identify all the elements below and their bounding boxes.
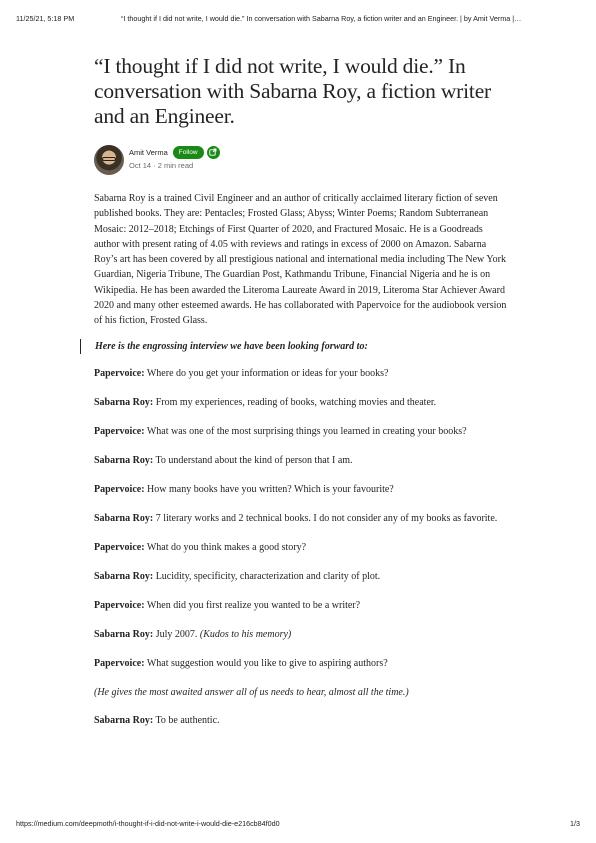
- print-footer: [16, 819, 580, 828]
- qa-paragraph: [94, 656, 508, 671]
- follow-button[interactable]: Follow: [173, 146, 204, 159]
- qa-speaker: Sabarna Roy:: [94, 396, 154, 408]
- qa-speaker: Sabarna Roy:: [94, 715, 154, 727]
- article-title: “I thought if I did not write, I would die.” In conversation with Sabarna Roy, a fiction writer and an Engineer.: [94, 54, 491, 128]
- qa-paragraph: [94, 511, 508, 526]
- qa-paragraph: [94, 627, 508, 642]
- qa-paragraph: [94, 453, 508, 468]
- interview-qa: [94, 366, 508, 729]
- qa-paragraph: [94, 569, 508, 584]
- qa-text: What was one of the most surprising things you learned in creating your books?: [144, 425, 467, 437]
- qa-text: July 2007.: [153, 628, 200, 640]
- qa-speaker: Papervoice:: [94, 541, 145, 553]
- intro-paragraph: Sabarna Roy is a trained Civil Engineer and an author of critically acclaimed literary fiction of seven published books. They are: Pentacles; Frosted Glass; Abyss; Winter Poems; Random Subterranean Mosaic: 2012–2018; Etchings of First Quarter of 2020, and Fractured Mosaic. He is a Goodreads author with present rating of 4.05 with reviews and ratings in excess of 2000 on Amazon. Sabarna Roy’s art has been covered by all prestigious national and international media including The New York Guardian, Nigeria Tribune, The Guardian Post, Kathmandu Tribune, Financial Nigeria and he is on Wikipedia. He has been awarded the Literoma Laureate Award in 2019, Literoma Star Achiever Award 2020 and many other esteemed awards. He has collaborated with Papervoice for the audiobook version of his fiction, Frosted Glass.: [94, 193, 507, 327]
- article-meta: Oct 14 · 2 min read: [129, 161, 194, 170]
- qa-text: From my experiences, reading of books, watching movies and theater.: [153, 396, 437, 408]
- qa-paragraph: [94, 482, 508, 497]
- pull-quote: Here is the engrossing interview we have been looking forward to:: [80, 339, 508, 354]
- qa-text: How many books have you written? Which is your favourite?: [144, 483, 394, 495]
- qa-text: 7 literary works and 2 technical books. I do not consider any of my books as favorite.: [153, 512, 498, 524]
- qa-text: To understand about the kind of person that I am.: [153, 454, 353, 466]
- subscribe-icon[interactable]: [207, 146, 220, 159]
- author-avatar[interactable]: [94, 145, 124, 175]
- qa-note: (Kudos to his memory): [199, 628, 292, 640]
- qa-speaker: Papervoice:: [94, 483, 145, 495]
- qa-paragraph: [94, 713, 508, 728]
- qa-text: Lucidity, specificity, characterization and clarity of plot.: [153, 570, 381, 582]
- qa-speaker: Papervoice:: [94, 657, 145, 669]
- qa-note: (He gives the most awaited answer all of us needs to hear, almost all the time.): [94, 686, 409, 698]
- qa-speaker: Sabarna Roy:: [94, 454, 154, 466]
- qa-paragraph: [94, 540, 508, 555]
- qa-text: To be authentic.: [153, 715, 220, 727]
- print-page-number: 1/3: [570, 819, 580, 828]
- qa-speaker: Papervoice:: [94, 425, 145, 437]
- qa-paragraph: [94, 598, 508, 613]
- qa-paragraph: [94, 366, 508, 381]
- qa-paragraph: [94, 395, 508, 410]
- print-timestamp: 11/25/21, 5:18 PM: [16, 14, 75, 23]
- qa-paragraph: [94, 685, 508, 700]
- qa-text: What do you think makes a good story?: [144, 541, 307, 553]
- qa-paragraph: [94, 424, 508, 439]
- qa-speaker: Papervoice:: [94, 367, 145, 379]
- qa-text: What suggestion would you like to give to aspiring authors?: [144, 657, 388, 669]
- article: [94, 54, 508, 742]
- qa-speaker: Papervoice:: [94, 599, 145, 611]
- print-url: https://medium.com/deepmoth/i-thought-if-i-did-not-write-i-would-die-e216cb84f0d0: [16, 819, 280, 828]
- qa-speaker: Sabarna Roy:: [94, 570, 154, 582]
- print-header: [16, 14, 580, 23]
- qa-speaker: Sabarna Roy:: [94, 628, 154, 640]
- qa-text: When did you first realize you wanted to be a writer?: [144, 599, 361, 611]
- author-name[interactable]: Amit Verma: [129, 147, 168, 157]
- qa-text: Where do you get your information or ideas for your books?: [144, 367, 389, 379]
- byline: [94, 145, 508, 179]
- qa-speaker: Sabarna Roy:: [94, 512, 154, 524]
- print-page-title: “I thought if I did not write, I would die.” In conversation with Sabarna Roy, a fiction writer and an Engineer. | by Amit Verma |…: [121, 14, 522, 23]
